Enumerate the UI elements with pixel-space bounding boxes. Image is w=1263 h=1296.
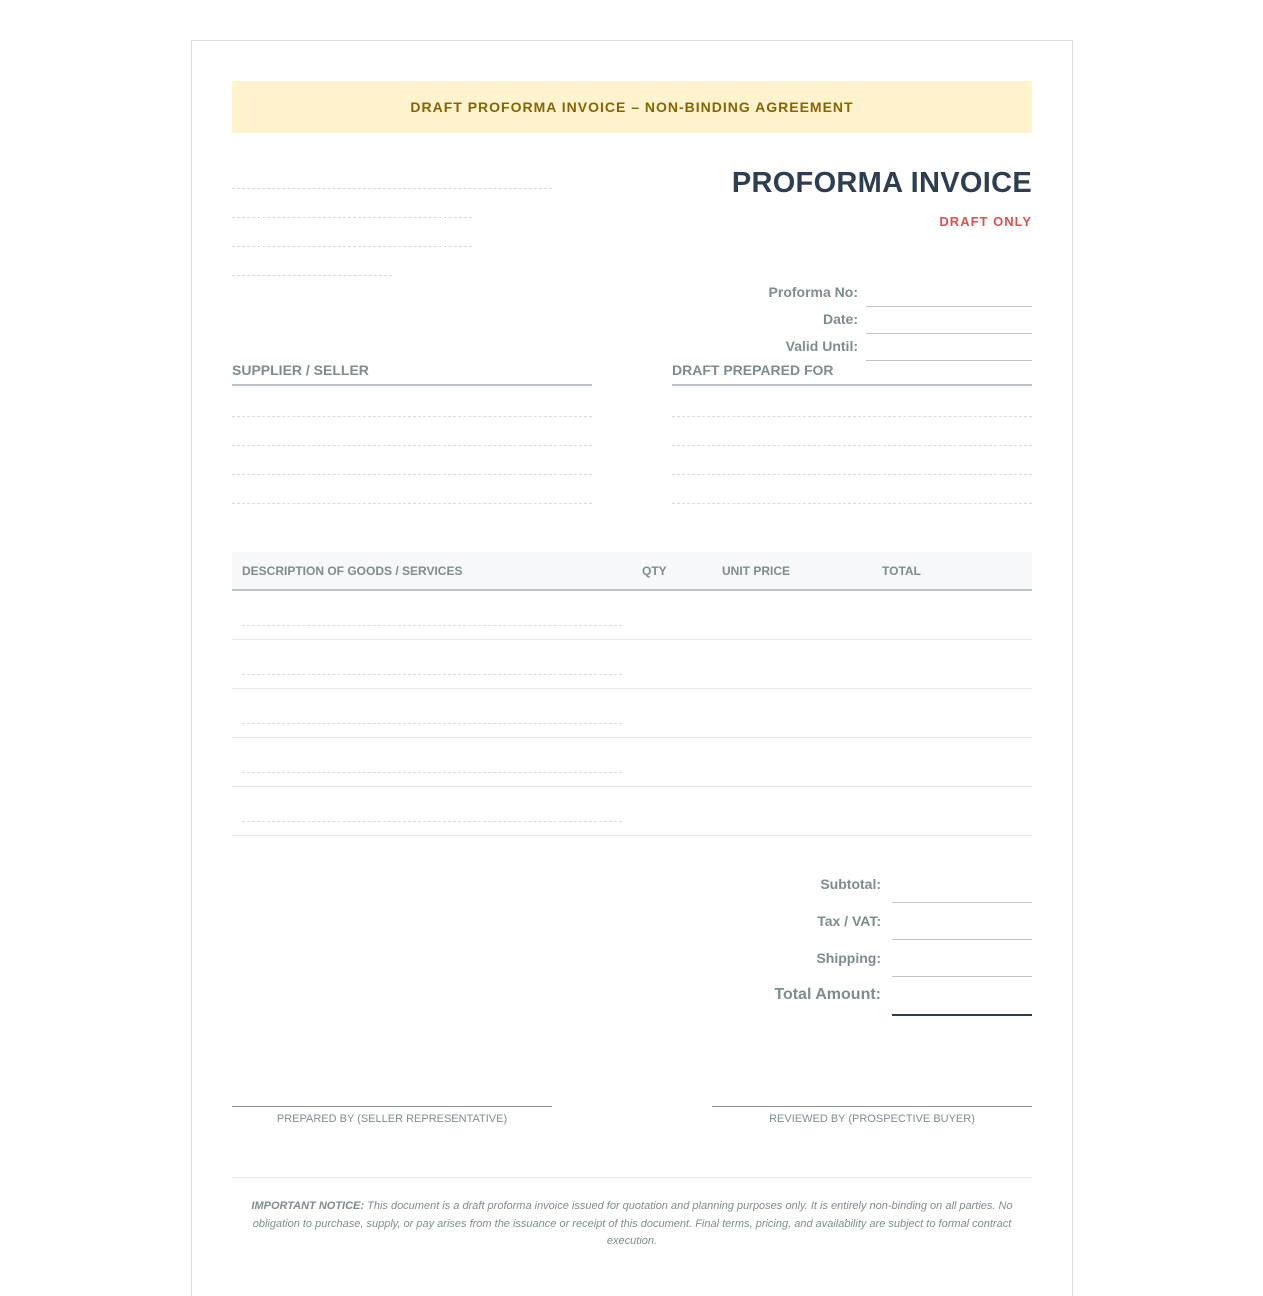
date-field[interactable]: [866, 333, 1032, 334]
buyer-line[interactable]: [672, 503, 1032, 504]
column-unit-price: UNIT PRICE: [722, 564, 791, 578]
valid-until-field[interactable]: [866, 360, 1032, 361]
supplier-section-title: SUPPLIER / SELLER: [232, 362, 592, 386]
description-line[interactable]: [242, 625, 622, 626]
date-row: [732, 308, 1032, 334]
total-amount-field[interactable]: [892, 1014, 1032, 1016]
total-amount-label: Total Amount:: [774, 986, 881, 1003]
subtotal-label: Subtotal:: [820, 876, 881, 892]
description-line[interactable]: [242, 723, 622, 724]
column-qty: QTY: [642, 564, 667, 578]
draft-banner: DRAFT PROFORMA INVOICE – NON-BINDING AGREEMENT: [232, 81, 1032, 133]
document-title: PROFORMA INVOICE: [731, 167, 1032, 199]
seller-signature-label: PREPARED BY (SELLER REPRESENTATIVE): [276, 1113, 508, 1125]
table-row[interactable]: [232, 689, 1032, 738]
table-row[interactable]: [232, 591, 1032, 640]
description-line[interactable]: [242, 772, 622, 773]
draft-status-label: DRAFT ONLY: [939, 214, 1032, 229]
proforma-number-field[interactable]: [866, 306, 1032, 307]
supplier-line[interactable]: [232, 503, 592, 504]
supplier-line[interactable]: [232, 474, 592, 475]
tax-label: Tax / VAT:: [817, 913, 881, 929]
company-address-line[interactable]: [232, 217, 472, 218]
description-line[interactable]: [242, 674, 622, 675]
buyer-signature-label: REVIEWED BY (PROSPECTIVE BUYER): [769, 1113, 975, 1125]
important-notice: [242, 1198, 1022, 1251]
shipping-field[interactable]: [892, 976, 1032, 977]
supplier-line[interactable]: [232, 445, 592, 446]
items-table-header: [232, 552, 1032, 591]
tax-field[interactable]: [892, 939, 1032, 940]
description-line[interactable]: [242, 821, 622, 822]
company-address-line[interactable]: [232, 246, 472, 247]
column-description: DESCRIPTION OF GOODS / SERVICES: [242, 564, 463, 578]
buyer-section-title: DRAFT PREPARED FOR: [672, 362, 1032, 386]
valid-until-label: Valid Until:: [785, 338, 858, 354]
table-row[interactable]: [232, 738, 1032, 787]
subtotal-field[interactable]: [892, 902, 1032, 903]
buyer-line[interactable]: [672, 474, 1032, 475]
proforma-number-row: [732, 281, 1032, 307]
invoice-page: [191, 40, 1073, 1296]
buyer-line[interactable]: [672, 445, 1032, 446]
column-total: TOTAL: [882, 564, 921, 578]
proforma-number-label: Proforma No:: [768, 284, 858, 300]
date-label: Date:: [822, 311, 858, 327]
buyer-line[interactable]: [672, 416, 1032, 417]
company-address-line[interactable]: [232, 188, 552, 189]
seller-signature-line[interactable]: [232, 1106, 552, 1107]
footer-divider: [232, 1177, 1032, 1178]
table-row[interactable]: [232, 640, 1032, 689]
notice-lead: IMPORTANT NOTICE:: [251, 1200, 365, 1212]
table-row[interactable]: [232, 787, 1032, 836]
supplier-line[interactable]: [232, 416, 592, 417]
shipping-label: Shipping:: [816, 950, 881, 966]
buyer-signature-line[interactable]: [712, 1106, 1032, 1107]
company-address-line[interactable]: [232, 275, 392, 276]
valid-until-row: [732, 335, 1032, 361]
notice-text: This document is a draft proforma invoice issued for quotation and planning purposes only. It is entirely non-binding on all parties. No obligation to purchase, supply, or pay arises from the issuance or receipt of this document. Final terms, pricing, and availability are subject to formal contract execution.: [252, 1200, 1013, 1247]
